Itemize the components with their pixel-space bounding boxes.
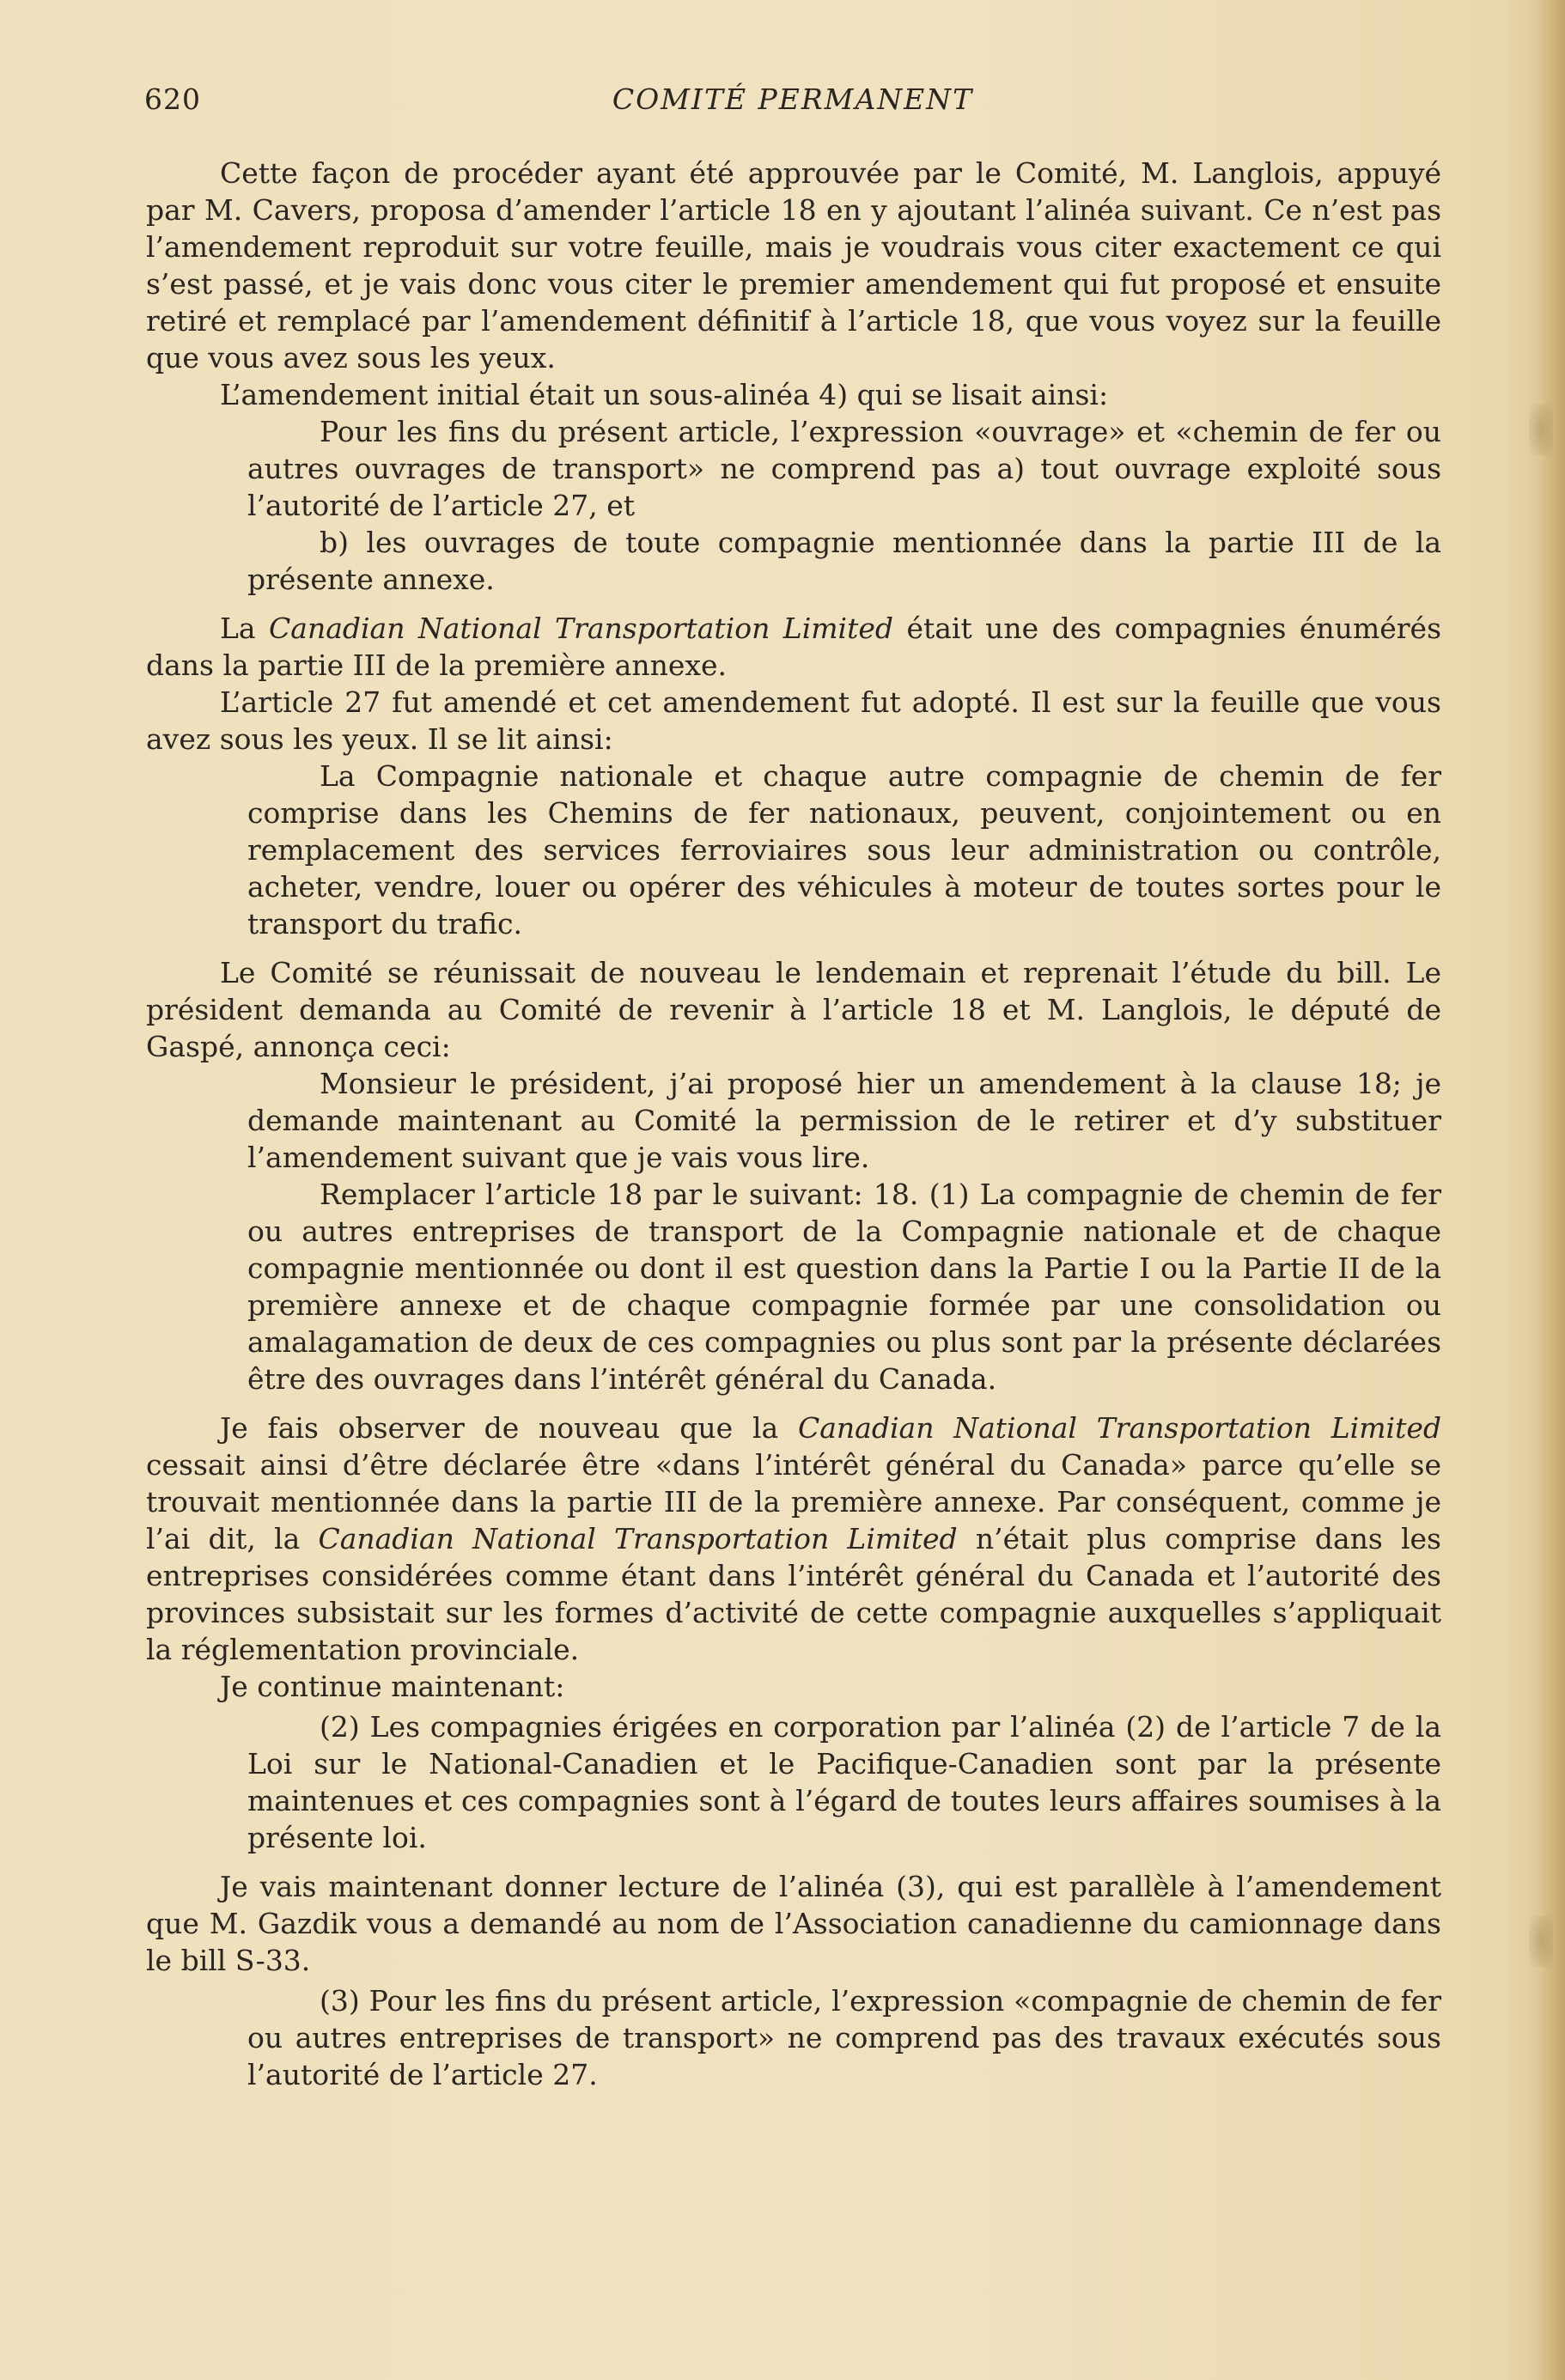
quote-paragraph: (2) Les compagnies érigées en corporation par l’alinéa (2) de l’article 7 de la Loi sur le National-Canadien et le Pacifique-Canadien sont par la présente maintenues et ces compagnies sont à l’égard de toutes leurs affaires soumises à la présente loi. — [247, 1710, 1441, 1854]
italic-company-name: Canadian National Transportation Limited — [797, 1411, 1441, 1445]
quote-paragraph: La Compagnie nationale et chaque autre compagnie de chemin de fer comprise dans les Chemins de fer nationaux, peuvent, conjointement ou en remplacement des services ferroviaires sous leur administration ou contrôle, acheter, vendre, louer ou opérer des véhicules à moteur de toutes sortes pour le transport du trafic. — [247, 759, 1441, 940]
paragraph: L’amendement initial était un sous-alinéa 4) qui se lisait ainsi: — [220, 378, 1109, 411]
paragraph: Je vais maintenant donner lecture de l’alinéa (3), qui est parallèle à l’amendement que M. Gazdik vous a demandé au nom de l’Association canadienne du camionnage dans le bill S-33. — [146, 1870, 1441, 1977]
block-quote — [146, 1065, 1441, 1397]
paragraph: Cette façon de procéder ayant été approuvée par le Comité, M. Langlois, appuyé par M. Cavers, proposa d’amender l’article 18 en y ajoutant l’alinéa suivant. Ce n’est pas l’amendement reproduit sur votre feuille, mais je voudrais vous citer exactement ce qui s’est passé, et je vais donc vous citer le premier amendement qui fut proposé et ensuite retiré et remplacé par l’amendement définitif à l’article 18, que vous voyez sur la feuille que vous avez sous les yeux. — [146, 156, 1441, 374]
paragraph: Je continue maintenant: — [220, 1670, 565, 1703]
paragraph: Je fais observer de nouveau que la Canadian National Transportation Limited cessait ainsi d’être déclarée être «dans l’intérêt général du Canada» parce qu’elle se trouvait mentionnée dans la partie III de la première annexe. Par conséquent, comme je l’ai dit, la Canadian National Transportation Limited n’était plus comprise dans les entreprises considérées comme étant dans l’intérêt général du Canada et l’autorité des provinces subsistait sur les formes d’activité de cette compagnie auxquelles s’appliquait la réglementation provinciale. — [146, 1411, 1441, 1666]
italic-company-name: Canadian National Transportation Limited — [318, 1522, 958, 1555]
running-title: COMITÉ PERMANENT — [612, 82, 974, 116]
margin-smudge — [1529, 404, 1553, 455]
page-number: 620 — [144, 82, 201, 116]
quote-paragraph: Monsieur le président, j’ai proposé hier un amendement à la clause 18; je demande maintenant au Comité la permission de le retirer et d’y substituer l’amendement suivant que je vais vous lire. — [247, 1067, 1441, 1174]
page-header — [144, 82, 1441, 125]
margin-smudge — [1529, 1915, 1553, 1967]
paragraph: L’article 27 fut amendé et cet amendement fut adopté. Il est sur la feuille que vous avez sous les yeux. Il se lit ainsi: — [146, 685, 1441, 756]
quote-paragraph: b) les ouvrages de toute compagnie mentionnée dans la partie III de la présente annexe. — [247, 526, 1441, 596]
paragraph: La Canadian National Transportation Limited était une des compagnies énumérés dans la partie III de la première annexe. — [146, 612, 1441, 682]
block-quote — [146, 1982, 1441, 2093]
block-quote — [146, 1708, 1441, 1856]
quote-paragraph: (3) Pour les fins du présent article, l’expression «compagnie de chemin de fer ou autres entreprises de transport» ne comprend pas des travaux exécutés sous l’autorité de l’article 27. — [247, 1984, 1441, 2091]
block-quote — [146, 413, 1441, 598]
quote-paragraph: Remplacer l’article 18 par le suivant: 18. (1) La compagnie de chemin de fer ou autres entreprises de transport de la Compagnie nationale et de chaque compagnie mentionnée ou dont il est question dans la Partie I ou la Partie II de la première annexe et de chaque compagnie formée par une consolidation ou amalagamation de deux de ces compagnies ou plus sont par la présente déclarées être des ouvrages dans l’intérêt général du Canada. — [247, 1178, 1441, 1396]
document-body — [146, 155, 1441, 2093]
italic-company-name: Canadian National Transportation Limited — [269, 612, 894, 645]
block-quote — [146, 758, 1441, 942]
paragraph: Le Comité se réunissait de nouveau le lendemain et reprenait l’étude du bill. Le président demanda au Comité de revenir à l’article 18 et M. Langlois, le député de Gaspé, annonça ceci: — [146, 956, 1441, 1063]
page-edge-shadow — [1536, 0, 1565, 2380]
quote-paragraph: Pour les fins du présent article, l’expression «ouvrage» et «chemin de fer ou autres ouvrages de transport» ne comprend pas a) tout ouvrage exploité sous l’autorité de l’article 27, et — [247, 415, 1441, 522]
